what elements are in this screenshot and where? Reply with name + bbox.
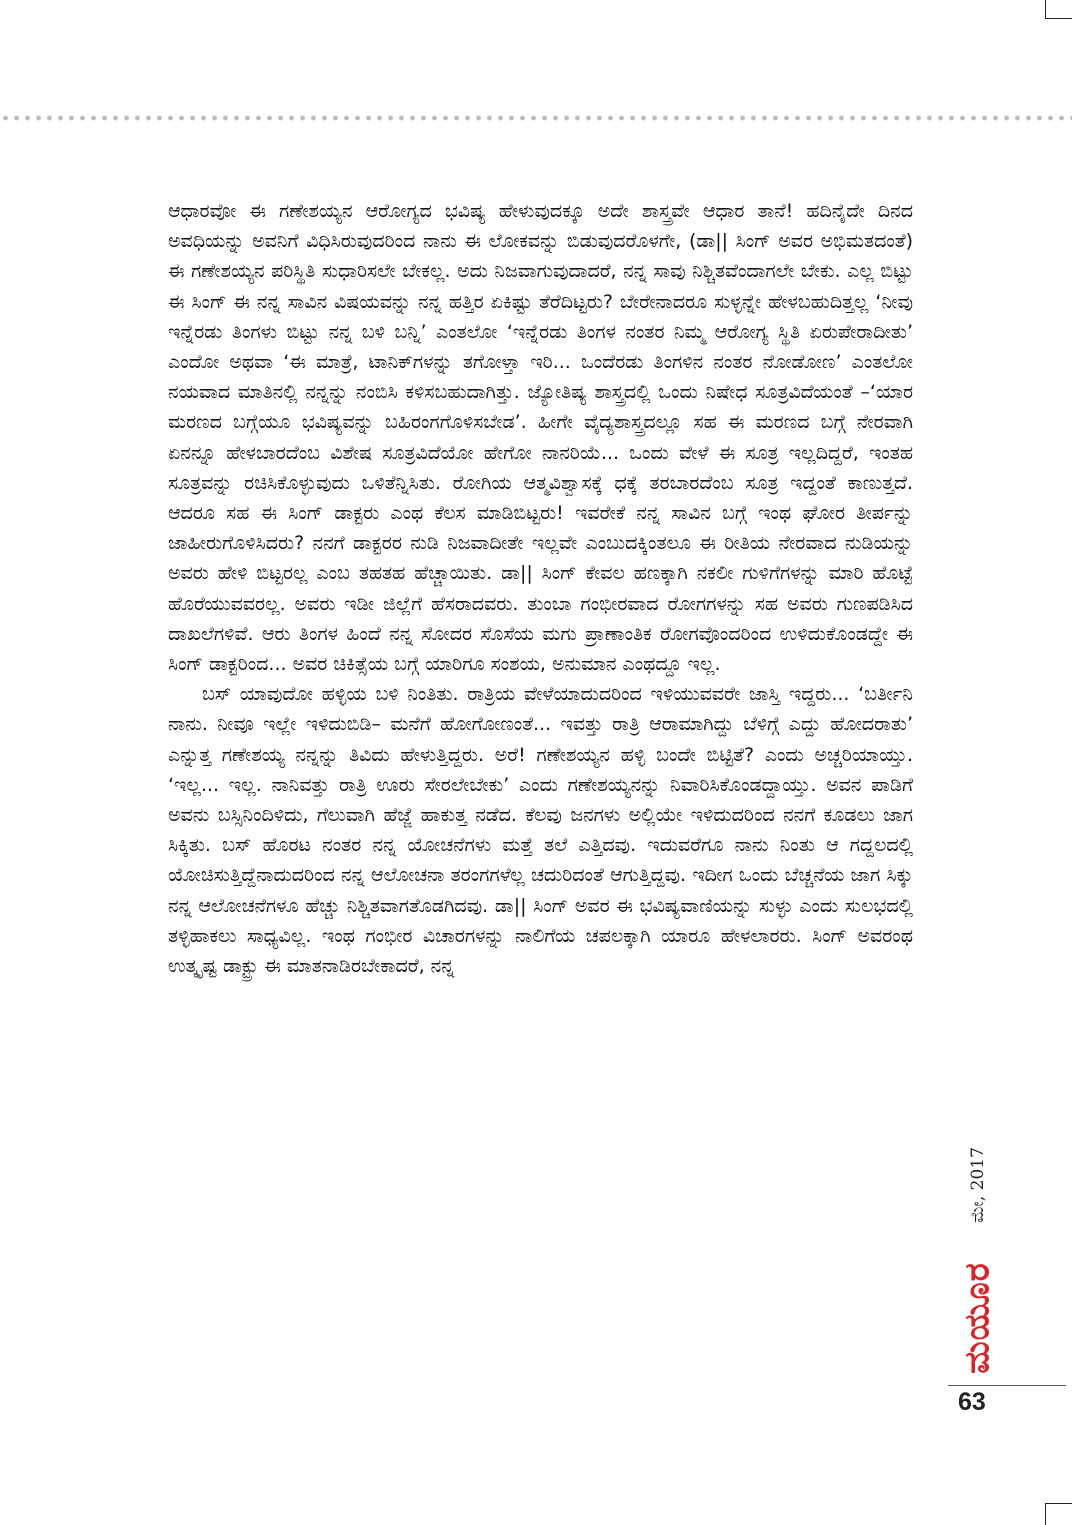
dotted-separator <box>0 113 1072 123</box>
magazine-name: ಮಯೂರ <box>958 1261 998 1374</box>
page-number: 63 <box>958 1388 986 1416</box>
page-number-rule <box>948 1385 1066 1386</box>
crop-mark-top-right-horizontal <box>1045 18 1072 19</box>
article-body <box>168 196 913 981</box>
magazine-sidebar <box>958 1125 998 1380</box>
issue-date: ಮೇ, 2017 <box>968 1147 989 1223</box>
paragraph: ಬಸ್ ಯಾವುದೋ ಹಳ್ಳಿಯ ಬಳಿ ನಿಂತಿತು. ರಾತ್ರಿಯ ವೇಳೆಯಾದುದರಿಂದ ಇಳಿಯುವವರೇ ಜಾಸ್ತಿ ಇದ್ದರು... ‘ಬರ್ತೀನಿ ನಾನು. ನೀವೂ ಇಲ್ಲೇ ಇಳಿದುಬಿಡಿ– ಮನೆಗೆ ಹೋಗೋಣಂತೆ... ಇವತ್ತು ರಾತ್ರಿ ಆರಾಮಾಗಿದ್ದು ಬೆಳಿಗ್ಗೆ ಎದ್ದು ಹೋದರಾತು’ ಎನ್ನುತ್ತ ಗಣೇಶಯ್ಯ ನನ್ನನ್ನು ತಿವಿದು ಹೇಳುತ್ತಿದ್ದರು. ಅರೆ! ಗಣೇಶಯ್ಯನ ಹಳ್ಳಿ ಬಂದೇ ಬಿಟ್ಟಿತೆ? ಎಂದು ಅಚ್ಚರಿಯಾಯ್ತು. ‘ಇಲ್ಲ... ಇಲ್ಲ. ನಾನಿವತ್ತು ರಾತ್ರಿ ಊರು ಸೇರಲೇಬೇಕು’ ಎಂದು ಗಣೇಶಯ್ಯನನ್ನು ನಿವಾರಿಸಿಕೊಂಡದ್ದಾಯ್ತು. ಅವನ ಪಾಡಿಗೆ ಅವನು ಬಸ್ಸಿನಿಂದಿಳಿದು, ಗೆಲುವಾಗಿ ಹೆಜ್ಜೆ ಹಾಕುತ್ತ ನಡೆದ. ಕೆಲವು ಜನಗಳು ಅಲ್ಲಿಯೇ ಇಳಿದುದರಿಂದ ನನಗೆ ಕೂಡಲು ಜಾಗ ಸಿಕ್ಕಿತು. ಬಸ್ ಹೊರಟ ನಂತರ ನನ್ನ ಯೋಚನೆಗಳು ಮತ್ತೆ ತಲೆ ಎತ್ತಿದವು. ಇದುವರೆಗೂ ನಾನು ನಿಂತು ಆ ಗದ್ದಲದಲ್ಲಿ ಯೋಚಿಸುತ್ತಿದ್ದೆನಾದುದರಿಂದ ನನ್ನ ಆಲೋಚನಾ ತರಂಗಗಳೆಲ್ಲ ಚದುರಿದಂತೆ ಆಗುತ್ತಿದ್ದವು. ಇದೀಗ ಒಂದು ಬೆಚ್ಚನೆಯ ಜಾಗ ಸಿಕ್ಕು ನನ್ನ ಆಲೋಚನೆಗಳೂ ಹೆಚ್ಚು ನಿಶ್ಚಿತವಾಗತೊಡಗಿದವು. ಡಾ|| ಸಿಂಗ್ ಅವರ ಈ ಭವಿಷ್ಯವಾಣಿಯನ್ನು ಸುಳ್ಳು ಎಂದು ಸುಲಭದಲ್ಲಿ ತಳ್ಳಿಹಾಕಲು ಸಾಧ್ಯವಿಲ್ಲ. ಇಂಥ ಗಂಭೀರ ವಿಚಾರಗಳನ್ನು ನಾಲಿಗೆಯ ಚಪಲಕ್ಕಾಗಿ ಯಾರೂ ಹೇಳಲಾರರು. ಸಿಂಗ್ ಅವರಂಥ ಉತ್ಕೃಷ್ಟ ಡಾಕ್ಟ್ರು ಈ ಮಾತನಾಡಿರಬೇಕಾದರೆ, ನನ್ನ <box>168 683 913 978</box>
crop-mark-bottom-right-horizontal <box>1045 1503 1072 1504</box>
crop-mark-top-right-vertical <box>1045 0 1046 18</box>
paragraph: ಆಧಾರವೋ ಈ ಗಣೇಶಯ್ಯನ ಆರೋಗ್ಯದ ಭವಿಷ್ಯ ಹೇಳುವುದಕ್ಕೂ ಅದೇ ಶಾಸ್ತ್ರವೇ ಆಧಾರ ತಾನೆ! ಹದಿನೈದೇ ದಿನದ ಅವಧಿಯನ್ನು ಅವನಿಗೆ ವಿಧಿಸಿರುವುದರಿಂದ ನಾನು ಈ ಲೋಕವನ್ನು ಬಿಡುವುದರೊಳಗೇ, (ಡಾ|| ಸಿಂಗ್ ಅವರ ಅಭಿಮತದಂತೆ) ಈ ಗಣೇಶಯ್ಯನ ಪರಿಸ್ಥಿತಿ ಸುಧಾರಿಸಲೇ ಬೇಕಲ್ಲ. ಅದು ನಿಜವಾಗುವುದಾದರೆ, ನನ್ನ ಸಾವು ನಿಶ್ಚಿತವೆಂದಾಗಲೇ ಬೇಕು. ಎಲ್ಲ ಬಿಟ್ಟು ಈ ಸಿಂಗ್ ಈ ನನ್ನ ಸಾವಿನ ವಿಷಯವನ್ನು ನನ್ನ ಹತ್ತಿರ ಏಕಿಷ್ಟು ತೆರೆದಿಟ್ಟರು? ಬೇರೇನಾದರೂ ಸುಳ್ಳನ್ನೇ ಹೇಳಬಹುದಿತ್ತಲ್ಲ ‘ನೀವು ಇನ್ನೆರಡು ತಿಂಗಳು ಬಿಟ್ಟು ನನ್ನ ಬಳಿ ಬನ್ನಿ’ ಎಂತಲೋ ‘ಇನ್ನೆರಡು ತಿಂಗಳ ನಂತರ ನಿಮ್ಮ ಆರೋಗ್ಯ ಸ್ಥಿತಿ ಏರುಪೇರಾದೀತು’ ಎಂದೋ ಅಥವಾ ‘ಈ ಮಾತ್ರೆ, ಟಾನಿಕ್‌ಗಳನ್ನು ತಗೋಳ್ತಾ ಇರಿ... ಒಂದೆರಡು ತಿಂಗಳಿನ ನಂತರ ನೋಡೋಣ’ ಎಂತಲೋ ನಯವಾದ ಮಾತಿನಲ್ಲಿ ನನ್ನನ್ನು ನಂಬಿಸಿ ಕಳಿಸಬಹುದಾಗಿತ್ತು. ಜ್ಯೋತಿಷ್ಯ ಶಾಸ್ತ್ರದಲ್ಲಿ ಒಂದು ನಿಷೇಧ ಸೂತ್ರವಿದೆಯಂತೆ –‘ಯಾರ ಮರಣದ ಬಗ್ಗೆಯೂ ಭವಿಷ್ಯವನ್ನು ಬಹಿರಂಗಗೊಳಿಸಬೇಡ’. ಹೀಗೇ ವೈದ್ಯಶಾಸ್ತ್ರದಲ್ಲೂ ಸಹ ಈ ಮರಣದ ಬಗ್ಗೆ ನೇರವಾಗಿ ಏನನ್ನೂ ಹೇಳಬಾರದೆಂಬ ವಿಶೇಷ ಸೂತ್ರವಿದೆಯೋ ಹೇಗೋ ನಾನರಿಯೆ... ಒಂದು ವೇಳೆ ಈ ಸೂತ್ರ ಇಲ್ಲದಿದ್ದರೆ, ಇಂತಹ ಸೂತ್ರವನ್ನು ರಚಿಸಿಕೊಳ್ಳುವುದು ಒಳಿತೆನ್ನಿಸಿತು. ರೋಗಿಯ ಆತ್ಮವಿಶ್ವಾಸಕ್ಕೆ ಧಕ್ಕೆ ತರಬಾರದೆಂಬ ಸೂತ್ರ ಇದ್ದಂತೆ ಕಾಣುತ್ತದೆ. ಆದರೂ ಸಹ ಈ ಸಿಂಗ್ ಡಾಕ್ಟರು ಎಂಥ ಕೆಲಸ ಮಾಡಿಬಿಟ್ಟರು! ಇವರೇಕೆ ನನ್ನ ಸಾವಿನ ಬಗ್ಗೆ ಇಂಥ ಘೋರ ತೀರ್ಪನ್ನು ಜಾಹೀರುಗೊಳಿಸಿದರು? ನನಗೆ ಡಾಕ್ಟರರ ನುಡಿ ನಿಜವಾದೀತೇ ಇಲ್ಲವೇ ಎಂಬುದಕ್ಕಿಂತಲೂ ಈ ರೀತಿಯ ನೇರವಾದ ನುಡಿಯನ್ನು ಅವರು ಹೇಳಿ ಬಿಟ್ಟರಲ್ಲ ಎಂಬ ತಹತಹ ಹೆಚ್ಚಾಯಿತು. ಡಾ|| ಸಿಂಗ್ ಕೇವಲ ಹಣಕ್ಕಾಗಿ ನಕಲೀ ಗುಳಿಗೆಗಳನ್ನು ಮಾರಿ ಹೊಟ್ಟೆ ಹೊರೆಯುವವರಲ್ಲ. ಅವರು ಇಡೀ ಜಿಲ್ಲೆಗೆ ಹೆಸರಾದವರು. ತುಂಬಾ ಗಂಭೀರವಾದ ರೋಗಗಳನ್ನು ಸಹ ಅವರು ಗುಣಪಡಿಸಿದ ದಾಖಲೆಗಳಿವೆ. ಆರು ತಿಂಗಳ ಹಿಂದೆ ನನ್ನ ಸೋದರ ಸೊಸೆಯ ಮಗು ಪ್ರಾಣಾಂತಿಕ ರೋಗವೊಂದರಿಂದ ಉಳಿದುಕೊಂಡದ್ದೇ ಈ ಸಿಂಗ್ ಡಾಕ್ಟರಿಂದ... ಅವರ ಚಿಕಿತ್ಸೆಯ ಬಗ್ಗೆ ಯಾರಿಗೂ ಸಂಶಯ, ಅನುಮಾನ ಎಂಥದ್ದೂ ಇಲ್ಲ. <box>168 200 913 676</box>
magazine-logo <box>958 1255 998 1380</box>
crop-mark-bottom-right-vertical <box>1045 1503 1046 1525</box>
issue-date-wrapper <box>958 1125 998 1245</box>
